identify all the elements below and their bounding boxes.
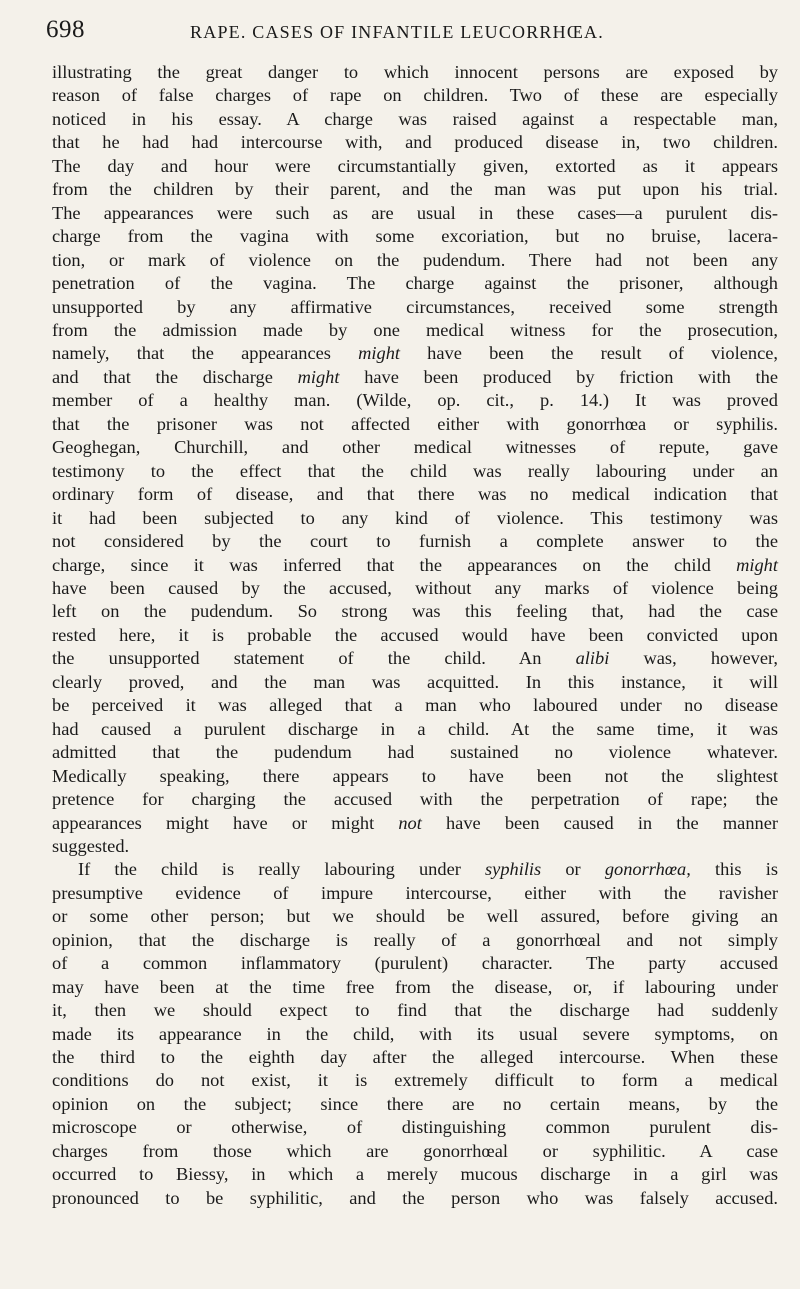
text-line: [52, 389, 778, 412]
text-segment: that he had had intercourse with, and produced disease in, two children.: [52, 132, 778, 153]
text-line: [52, 1163, 778, 1186]
text-segment: of a common inflammatory (purulent) character. The party accused: [52, 953, 778, 974]
text-line: [52, 812, 778, 835]
text-segment: or some other person; but we should be well assured, before giving an: [52, 906, 778, 927]
text-line: [52, 718, 778, 741]
text-segment: namely, that the appearances: [52, 343, 359, 364]
text-segment: it had been subjected to any kind of violence. This testimony was: [52, 507, 778, 528]
text-line: [52, 929, 778, 952]
text-line: [52, 671, 778, 694]
text-segment: reason of false charges of rape on children. Two of these are especially: [52, 85, 778, 106]
text-segment: charges from those which are gonorrhœal or syphilitic. A case: [52, 1140, 778, 1161]
text-line: [52, 131, 778, 154]
text-segment: pronounced to be syphilitic, and the person who was falsely accused.: [52, 1187, 778, 1208]
italic-text: might: [358, 343, 401, 364]
text-segment: suggested.: [52, 835, 130, 856]
text-segment: from the admission made by one medical witness for the prosecution,: [52, 319, 778, 340]
text-segment: clearly proved, and the man was acquitted. In this instance, it will: [52, 671, 778, 692]
text-segment: The day and hour were circumstantially given, extorted as it appears: [52, 155, 778, 176]
text-segment: the unsupported statement of the child. An: [52, 648, 576, 669]
text-segment: occurred to Biessy, in which a merely mucous discharge in a girl was: [52, 1164, 778, 1185]
text-segment: have been caused by the accused, without any marks of violence being: [52, 577, 778, 598]
text-line: [52, 835, 778, 858]
text-line: [52, 178, 778, 201]
text-segment: it, then we should expect to find that the discharge had suddenly: [52, 1000, 778, 1021]
text-line: [52, 436, 778, 459]
text-segment: The appearances were such as are usual in these cases—a purulent dis-: [52, 202, 778, 223]
italic-text: gonorrhœa,: [604, 859, 691, 880]
text-segment: had caused a purulent discharge in a child. At the same time, it was: [52, 718, 778, 739]
text-segment: left on the pudendum. So strong was this feeling that, had the case: [52, 601, 778, 622]
text-line: [52, 61, 778, 84]
text-segment: have been the result of violence,: [400, 343, 779, 364]
text-segment: microscope or otherwise, of distinguishing common purulent dis-: [52, 1117, 778, 1138]
text-line: [52, 577, 778, 600]
text-segment: that the prisoner was not affected either with gonorrhœa or syphilis.: [52, 413, 778, 434]
text-segment: may have been at the time free from the disease, or, if labouring under: [52, 976, 778, 997]
text-segment: Geoghegan, Churchill, and other medical witnesses of repute, gave: [52, 437, 778, 458]
text-line: [52, 765, 778, 788]
text-line: [52, 624, 778, 647]
text-line: [52, 1116, 778, 1139]
italic-text: not: [398, 812, 422, 833]
text-segment: illustrating the great danger to which innocent persons are exposed by: [52, 62, 778, 82]
text-line: [52, 319, 778, 342]
text-segment: presumptive evidence of impure intercourse, either with the ravisher: [52, 882, 778, 903]
text-line: [52, 976, 778, 999]
text-line: [52, 202, 778, 225]
text-segment: opinion on the subject; since there are no certain means, by the: [52, 1093, 778, 1114]
text-segment: charge from the vagina with some excoriation, but no bruise, lacera-: [52, 226, 778, 247]
text-line: [52, 460, 778, 483]
text-line: [52, 530, 778, 553]
text-segment: admitted that the pudendum had sustained no violence whatever.: [52, 742, 778, 763]
text-line: [52, 554, 778, 577]
text-segment: opinion, that the discharge is really of a gonorrhœal and not simply: [52, 929, 778, 950]
text-segment: was, however,: [609, 648, 778, 669]
running-head: RAPE. CASES OF INFANTILE LEUCORRHŒA.: [190, 22, 604, 42]
text-segment: conditions do not exist, it is extremely difficult to form a medical: [52, 1070, 778, 1091]
text-segment: Medically speaking, there appears to have been not the slightest: [52, 765, 778, 786]
text-line: [52, 1069, 778, 1092]
text-segment: have been produced by friction with the: [339, 366, 778, 387]
text-segment: from the children by their parent, and the man was put upon his trial.: [52, 179, 778, 200]
text-segment: the third to the eighth day after the alleged intercourse. When these: [52, 1047, 778, 1068]
text-line: [52, 84, 778, 107]
text-line: [52, 999, 778, 1022]
text-line: [52, 1093, 778, 1116]
text-line: [52, 882, 778, 905]
text-line: [52, 366, 778, 389]
text-segment: and that the discharge: [52, 366, 298, 387]
text-line: [52, 413, 778, 436]
text-segment: appearances might have or might: [52, 812, 399, 833]
text-line: [52, 342, 778, 365]
text-line: [52, 647, 778, 670]
text-segment: penetration of the vagina. The charge against the prisoner, although: [52, 273, 778, 294]
text-segment: pretence for charging the accused with the perpetration of rape; the: [52, 789, 778, 810]
text-line: [52, 905, 778, 928]
italic-text: syphilis: [485, 859, 542, 880]
text-line: [52, 858, 778, 881]
text-segment: have been caused in the manner: [421, 812, 778, 833]
text-line: [52, 1023, 778, 1046]
text-segment: unsupported by any affirmative circumstances, received some strength: [52, 296, 778, 317]
italic-text: alibi: [575, 648, 610, 669]
text-line: [52, 507, 778, 530]
text-segment: or: [541, 859, 605, 880]
text-line: [52, 1187, 778, 1210]
text-segment: made its appearance in the child, with its usual severe symptoms, on: [52, 1023, 778, 1044]
text-segment: testimony to the effect that the child was really labouring under an: [52, 460, 778, 481]
text-line: [52, 1140, 778, 1163]
italic-text: might: [297, 366, 340, 387]
text-segment: be perceived it was alleged that a man who laboured under no disease: [52, 695, 778, 716]
text-segment: this is: [690, 859, 778, 880]
text-line: [52, 741, 778, 764]
text-line: [52, 155, 778, 178]
text-segment: ordinary form of disease, and that there was no medical indication that: [52, 484, 778, 505]
text-segment: charge, since it was inferred that the appearances on the child: [52, 554, 737, 575]
text-line: [52, 272, 778, 295]
text-line: [52, 108, 778, 131]
text-line: [52, 952, 778, 975]
text-line: [52, 1046, 778, 1069]
italic-text: might: [736, 554, 778, 575]
text-line: [52, 249, 778, 272]
text-segment: not considered by the court to furnish a complete answer to the: [52, 531, 778, 552]
body-text: [52, 61, 778, 1210]
text-line: [52, 296, 778, 319]
text-line: [52, 483, 778, 506]
text-line: [52, 600, 778, 623]
text-line: [52, 788, 778, 811]
text-line: [52, 225, 778, 248]
text-segment: member of a healthy man. (Wilde, op. cit., p. 14.) It was proved: [52, 390, 778, 411]
text-segment: If the child is really labouring under: [78, 859, 485, 880]
text-segment: noticed in his essay. A charge was raised against a respectable man,: [52, 108, 778, 129]
text-segment: tion, or mark of violence on the pudendum. There had not been any: [52, 249, 778, 270]
page-number: 698: [46, 16, 85, 43]
text-line: [52, 694, 778, 717]
text-segment: rested here, it is probable the accused would have been convicted upon: [52, 624, 778, 645]
page-header: [46, 16, 748, 52]
